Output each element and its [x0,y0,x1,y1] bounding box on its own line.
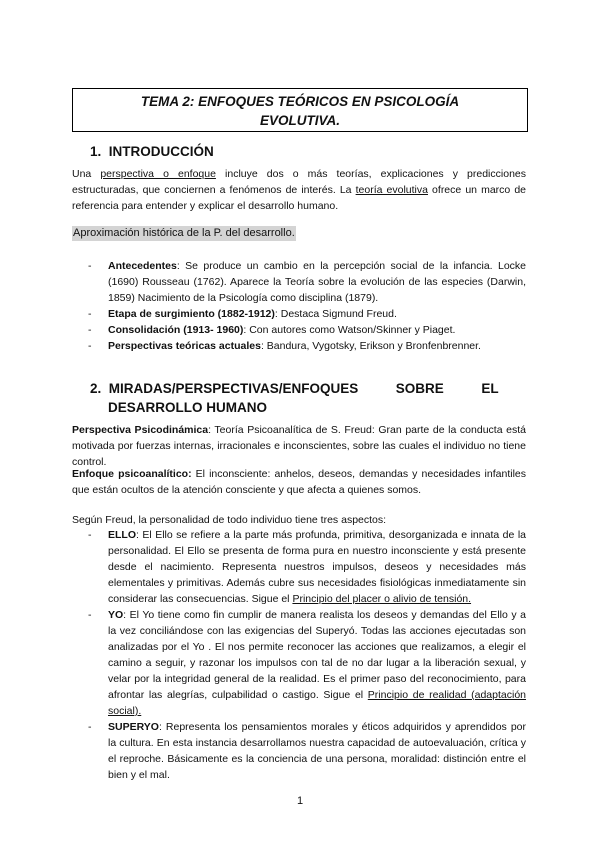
intro-underline-2: teoría evolutiva [355,184,428,196]
list-item [72,258,526,306]
section-2-heading-line-2: DESARROLLO HUMANO [108,400,267,415]
freud-intro: Según Freud, la personalidad de todo individuo tiene tres aspectos: [72,514,387,526]
aspect-principle: Principio del placer o alivio de tensión. [292,593,472,605]
item-label: Etapa de surgimiento (1882-1912) [108,308,275,320]
title-line-1: TEMA 2: ENFOQUES TEÓRICOS EN PSICOLOGÍA [140,94,460,109]
intro-text-3: ofrece un marco de referencia para entender y explicar el desarrollo humano. [72,184,526,212]
psicoanalitico-paragraph [72,466,526,498]
section-1-heading: 1. INTRODUCCIÓN [90,144,214,159]
page-number: 1 [296,795,304,807]
psicoanalitico-text: El inconsciente: anhelos, deseos, demandas y necesidades infantiles que están ocultos de la atención consciente y que afecta a quienes somos. [72,468,526,496]
item-text: : Se produce un cambio en la percepción social de la infancia. Locke (1690) Rousseau (1762). Aparece la Teoría sobre la evolución de las especies (Darwin, 1859) Nacimiento de la Psicología como disciplina (1879). [108,260,526,304]
list-item [72,607,526,719]
aspect-text: : El Yo tiene como fin cumplir de manera realista los deseos y demandas del Ello y a la vez conciliándose con las exigencias del Superyó. Todas las acciones ejecutadas son analizadas por el Yo . El nos permite reconocer las acciones que realizamos, a elegir el camino a seguir, y razonar los impulsos con tal de no dar lugar a la liberación sexual, y velar por la integridad general de la realidad. Es el primer paso del reconocimiento, para afrontar las alegrías, culpabilidad o castigo. Sigue el [108,609,526,701]
intro-text-2: incluye dos o más teorías, explicaciones y predicciones estructuradas, que conciernen a fenómenos de interés. La [72,168,526,196]
psicodinamica-paragraph [72,422,526,470]
item-label: Consolidación (1913- 1960) [108,324,244,336]
item-text: : Destaca Sigmund Freud. [274,308,397,320]
aspect-text: : Representa los pensamientos morales y éticos adquiridos y aprendidos por la cultura. En esta instancia desarrollamos nuestra capacidad de autoevaluación, crítica y el reproche. Básicamente es la conciencia de una persona, moralidad: distinción entre el bien y el mal. [108,721,526,781]
item-text: : Bandura, Vygotsky, Erikson y Bronfenbrenner. [260,340,481,352]
dash-mark: - [88,308,92,320]
aspect-label: SUPERYO [108,721,159,733]
item-label: Perspectivas teóricas actuales [108,340,261,352]
item-text: : Con autores como Watson/Skinner y Piaget. [243,324,456,336]
psicodinamica-text: : Teoría Psicoanalítica de S. Freud: Gran parte de la conducta está motivada por fuerzas internas, irracionales e inconscientes, sobre las cuales el individuo no tiene control. [72,424,526,468]
title-line-2: EVOLUTIVA. [259,113,340,128]
list-item [72,719,526,783]
list-item [72,306,526,322]
history-list [72,258,526,354]
intro-text-1: Una [72,168,101,180]
aspect-principle: Principio de realidad (adaptación social). [108,689,527,717]
dash-mark: - [88,324,92,336]
aspect-label: YO [108,609,124,621]
list-item [72,527,526,607]
aspects-list [72,527,526,783]
psicoanalitico-label: Enfoque psicoanalítico: [72,468,192,480]
psicodinamica-label: Perspectiva Psicodinámica [72,424,209,436]
title-box [72,88,528,132]
item-label: Antecedentes [108,260,177,272]
intro-underline-1: perspectiva o enfoque [100,168,216,180]
dash-mark: - [88,529,92,541]
aspect-label: ELLO [108,529,136,541]
highlighted-subtitle: Aproximación histórica de la P. del desarrollo. [73,227,295,239]
aspect-text: : El Ello se refiere a la parte más profunda, primitiva, desorganizada e innata de la personalidad. El Ello se presenta de forma pura en nuestro inconsciente y está presente desde el nacimiento. Representa nuestros impulsos, deseos y necesidades más elementales y primitivas. Además cubre sus necesidades fisiológicas inmediatamente sin considerar las consecuencias. Sigue el [108,529,526,605]
section-2-heading-line-1: 2. MIRADAS/PERSPECTIVAS/ENFOQUES SOBRE EL [90,381,499,396]
list-item [72,322,526,338]
intro-paragraph [72,166,526,214]
dash-mark: - [88,340,92,352]
dash-mark: - [88,609,92,621]
dash-mark: - [88,721,92,733]
dash-mark: - [88,260,92,272]
list-item [72,338,526,354]
